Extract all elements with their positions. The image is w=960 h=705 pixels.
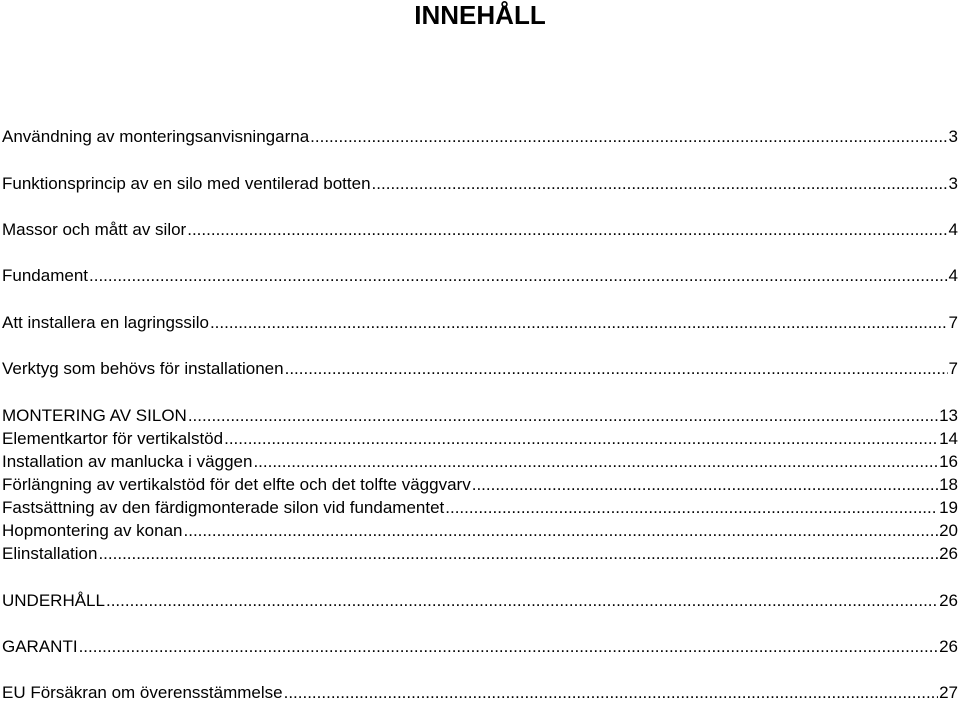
toc-entry-label: Att installera en lagringssilo: [2, 313, 209, 332]
toc-dot-leader: [187, 220, 947, 240]
toc-page-number: 4: [948, 220, 958, 239]
toc-page-number: 14: [939, 429, 958, 448]
toc-dot-leader: [253, 452, 938, 472]
toc-page-number: 4: [948, 266, 958, 285]
toc-page-number: 16: [939, 452, 958, 471]
toc-entry-label: Fastsättning av den färdigmonterade silon vid fundamentet: [2, 498, 445, 517]
toc-dot-leader: [89, 266, 948, 286]
toc-page-number: 13: [939, 406, 958, 425]
toc-entry[interactable]: [2, 683, 958, 705]
toc-entry[interactable]: [2, 429, 958, 451]
toc-page-number: 27: [939, 683, 958, 702]
toc-page-number: 7: [948, 359, 958, 378]
toc-entry[interactable]: [2, 544, 958, 566]
toc-entry-label: Massor och mått av silor: [2, 220, 187, 239]
toc-entry[interactable]: [2, 475, 958, 497]
toc-entry-label: Elinstallation: [2, 544, 98, 563]
toc-dot-leader: [372, 174, 948, 194]
toc-entry-label: Användning av monteringsanvisningarna: [2, 127, 310, 146]
toc-entry-label: MONTERING AV SILON: [2, 406, 187, 425]
toc-entry-label: Installation av manlucka i väggen: [2, 452, 253, 471]
toc-dot-leader: [445, 498, 938, 518]
toc-dot-leader: [210, 313, 948, 333]
toc-entry-label: GARANTI: [2, 637, 78, 656]
toc-page-number: 26: [939, 544, 958, 563]
toc-dot-leader: [98, 544, 938, 564]
toc-entry[interactable]: [2, 220, 958, 242]
toc-page-number: 7: [948, 313, 958, 332]
toc-entry-label: Elementkartor för vertikalstöd: [2, 429, 224, 448]
toc-page-number: 3: [948, 174, 958, 193]
toc-dot-leader: [224, 429, 938, 449]
toc-entry-label: Hopmontering av konan: [2, 521, 183, 540]
toc-entry-label: Verktyg som behövs för installationen: [2, 359, 284, 378]
toc-entry[interactable]: [2, 637, 958, 659]
toc-dot-leader: [188, 406, 938, 426]
toc-entry-label: EU Försäkran om överensstämmelse: [2, 683, 283, 702]
toc-page-number: 26: [939, 591, 958, 610]
toc-page-number: 18: [939, 475, 958, 494]
toc-entry-label: Förlängning av vertikalstöd för det elfte och det tolfte väggvarv: [2, 475, 471, 494]
toc-entry[interactable]: [2, 174, 958, 196]
page-title: INNEHÅLL: [414, 0, 546, 30]
toc-entry-label: Funktionsprincip av en silo med ventilerad botten: [2, 174, 371, 193]
toc-page-number: 26: [939, 637, 958, 656]
toc-dot-leader: [106, 591, 938, 611]
toc-entry[interactable]: [2, 406, 958, 428]
toc-page-number: 20: [939, 521, 958, 540]
toc-entry-label: UNDERHÅLL: [2, 591, 105, 610]
toc-entry[interactable]: [2, 359, 958, 381]
toc-entry-label: Fundament: [2, 266, 88, 285]
toc-dot-leader: [310, 127, 947, 147]
toc-entry[interactable]: [2, 521, 958, 543]
toc-dot-leader: [184, 521, 939, 541]
toc-entry[interactable]: [2, 266, 958, 288]
toc-entry[interactable]: [2, 313, 958, 335]
toc-entry[interactable]: [2, 591, 958, 613]
toc-entry[interactable]: [2, 452, 958, 474]
toc-page-number: 19: [939, 498, 958, 517]
toc-dot-leader: [79, 637, 939, 657]
toc-entry[interactable]: [2, 498, 958, 520]
toc-dot-leader: [472, 475, 938, 495]
toc-dot-leader: [285, 359, 948, 379]
toc-entry[interactable]: [2, 127, 958, 149]
toc-page-number: 3: [948, 127, 958, 146]
toc-dot-leader: [284, 683, 938, 703]
